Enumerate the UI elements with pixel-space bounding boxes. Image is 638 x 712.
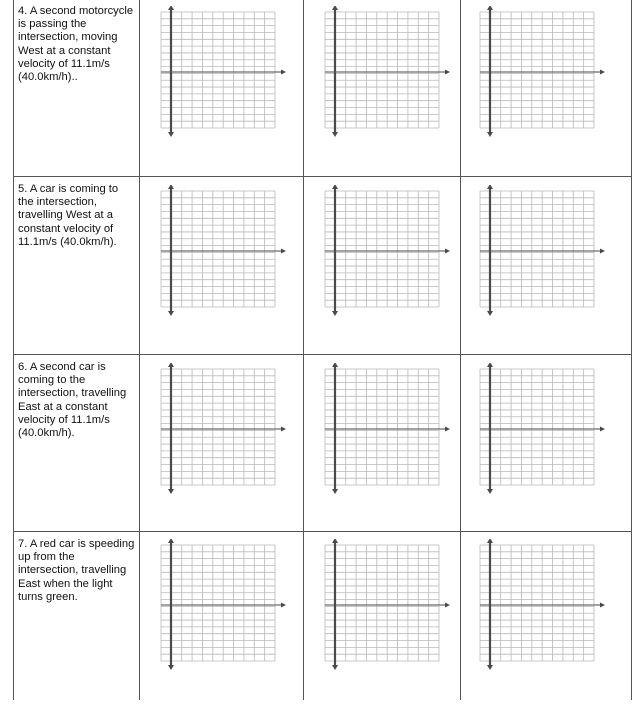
question-number: 6. <box>18 361 28 373</box>
question-description <box>13 177 139 355</box>
grid-lines <box>161 369 275 485</box>
arrow-up-icon <box>168 6 174 10</box>
arrow-down-icon <box>332 311 338 316</box>
arrow-up-icon <box>487 6 493 10</box>
arrow-down-icon <box>487 665 493 670</box>
table-column-border <box>631 0 632 700</box>
grid-lines <box>480 545 594 661</box>
grid-lines <box>325 369 439 485</box>
question-text: A red car is speeding up from the intersection, travelling East when the light turns green. <box>18 538 135 603</box>
table-column-border <box>13 0 14 700</box>
arrow-up-icon <box>332 363 338 367</box>
arrow-right-icon <box>600 603 605 608</box>
arrow-right-icon <box>600 427 605 432</box>
arrow-right-icon <box>445 70 450 75</box>
grid-lines <box>480 191 594 307</box>
arrow-right-icon <box>281 427 286 432</box>
question-description <box>13 355 139 532</box>
arrow-right-icon <box>281 603 286 608</box>
motion-graph[interactable] <box>470 185 630 325</box>
motion-graph[interactable] <box>315 539 475 679</box>
motion-graph[interactable] <box>151 363 311 503</box>
question-text: A car is coming to the intersection, travelling West at a constant velocity of 11.1m/s (40.0km/h). <box>18 183 119 248</box>
question-description <box>13 532 139 712</box>
arrow-down-icon <box>487 132 493 137</box>
arrow-down-icon <box>168 132 174 137</box>
motion-graph[interactable] <box>470 539 630 679</box>
motion-graph[interactable] <box>151 185 311 325</box>
arrow-up-icon <box>487 185 493 189</box>
motion-graph[interactable] <box>315 185 475 325</box>
arrow-up-icon <box>332 185 338 189</box>
table-row-border <box>13 354 632 355</box>
arrow-down-icon <box>168 311 174 316</box>
motion-graph[interactable] <box>151 539 311 679</box>
question-text: A second motorcycle is passing the intersection, moving West at a constant velocity of 11.1m/s (40.0km/h).. <box>18 5 134 84</box>
arrow-up-icon <box>487 539 493 543</box>
motion-graph[interactable] <box>470 363 630 503</box>
arrow-up-icon <box>332 539 338 543</box>
motion-graph[interactable] <box>470 6 630 146</box>
arrow-down-icon <box>487 311 493 316</box>
arrow-down-icon <box>332 665 338 670</box>
question-description <box>13 0 139 177</box>
grid-lines <box>161 12 275 128</box>
table-row-border <box>13 176 632 177</box>
arrow-down-icon <box>168 489 174 494</box>
arrow-down-icon <box>332 489 338 494</box>
motion-graph[interactable] <box>151 6 311 146</box>
arrow-right-icon <box>281 249 286 254</box>
question-number: 4. <box>18 5 28 17</box>
grid-lines <box>480 369 594 485</box>
question-number: 7. <box>18 538 28 550</box>
question-number: 5. <box>18 183 28 195</box>
motion-graph[interactable] <box>315 6 475 146</box>
table-column-border <box>139 0 140 700</box>
question-text: A second car is coming to the intersection, travelling East at a constant velocity of 11.1m/s (40.0km/h). <box>18 361 127 440</box>
arrow-up-icon <box>487 363 493 367</box>
arrow-right-icon <box>281 70 286 75</box>
grid-lines <box>325 545 439 661</box>
arrow-right-icon <box>600 70 605 75</box>
arrow-up-icon <box>332 6 338 10</box>
grid-lines <box>480 12 594 128</box>
grid-lines <box>161 191 275 307</box>
motion-graph[interactable] <box>315 363 475 503</box>
arrow-up-icon <box>168 185 174 189</box>
arrow-down-icon <box>487 489 493 494</box>
table-row-border <box>13 531 632 532</box>
arrow-up-icon <box>168 539 174 543</box>
arrow-down-icon <box>168 665 174 670</box>
grid-lines <box>161 545 275 661</box>
arrow-right-icon <box>445 427 450 432</box>
arrow-right-icon <box>600 249 605 254</box>
arrow-up-icon <box>168 363 174 367</box>
arrow-right-icon <box>445 603 450 608</box>
arrow-down-icon <box>332 132 338 137</box>
arrow-right-icon <box>445 249 450 254</box>
grid-lines <box>325 12 439 128</box>
grid-lines <box>325 191 439 307</box>
